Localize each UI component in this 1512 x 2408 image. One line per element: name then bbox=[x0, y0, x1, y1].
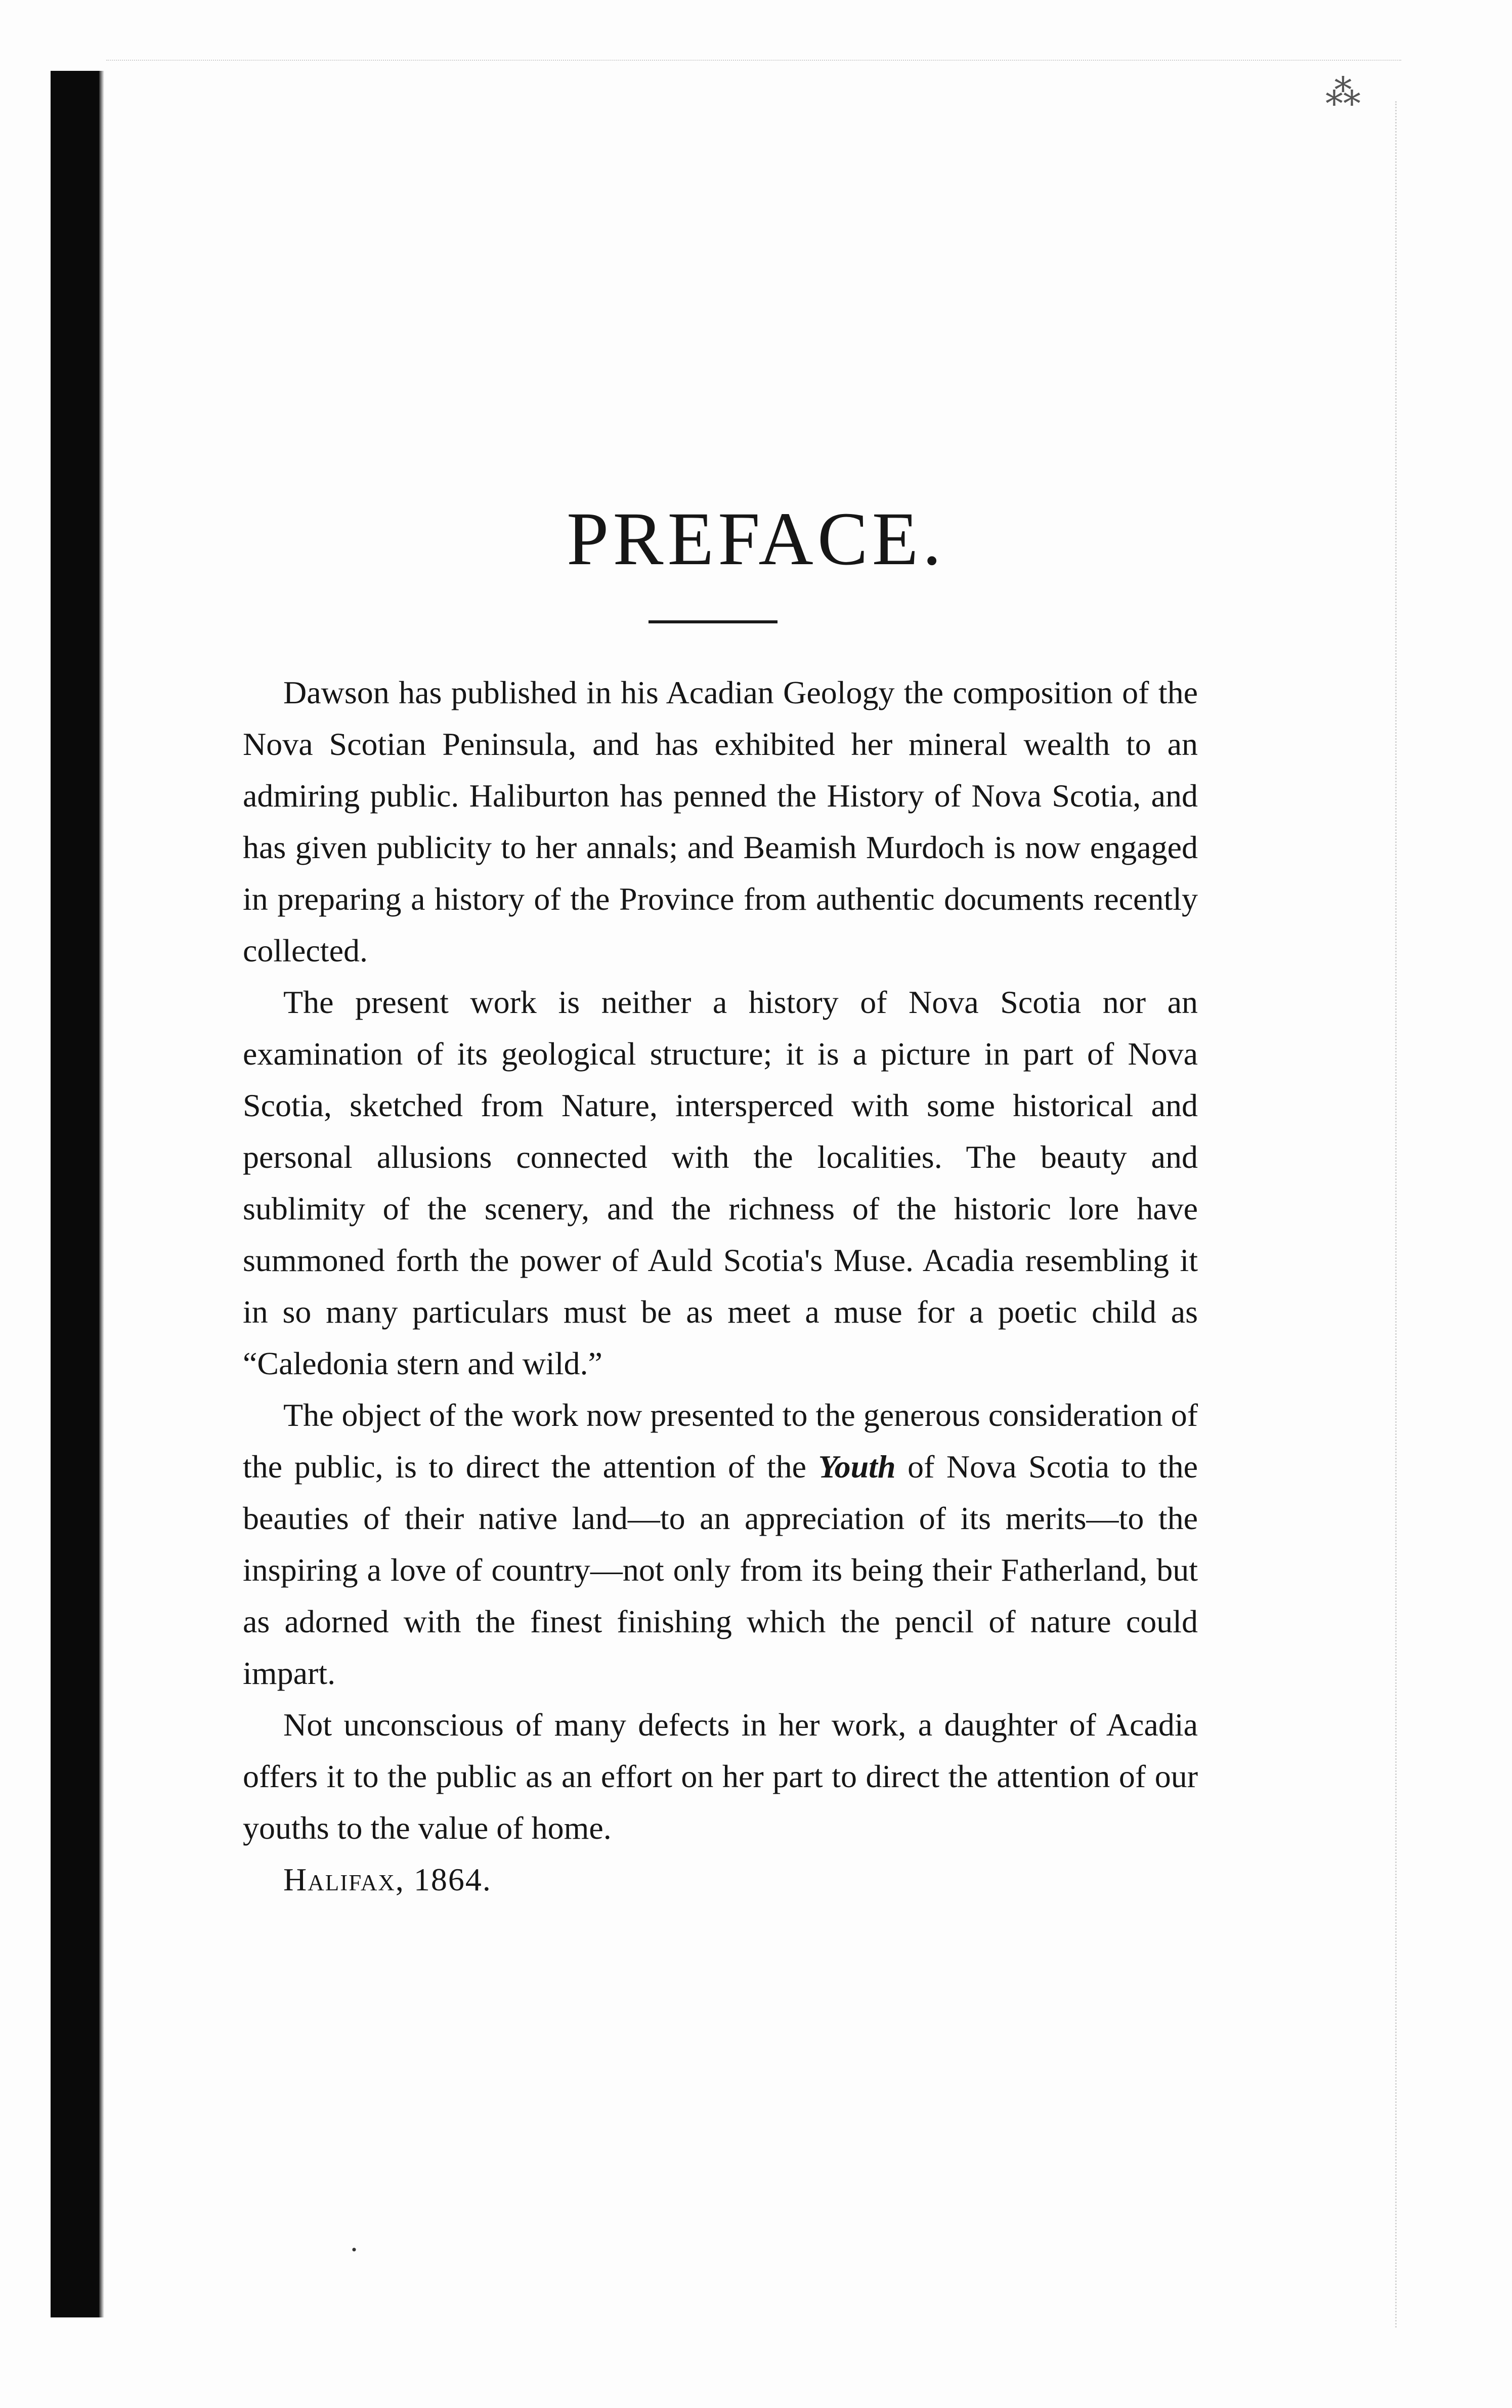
paragraph-1: Dawson has published in his Acadian Geology the composition of the Nova Scotian Peninsula, and has exhibited her mineral wealth to an admiring public. Haliburton has penned the History of Nova Scotia, and has given publicity to her annals; and Beamish Murdoch is now engaged in preparing a history of the Province from authentic documents recently collected. bbox=[243, 674, 1198, 968]
page-title: PREFACE. bbox=[567, 497, 945, 581]
paragraph-3-before: The object of the work now presented to the generous consideration of the public, is to direct the attention of the bbox=[243, 1397, 1198, 1485]
paragraph-4: Not unconscious of many defects in her work, a daughter of Acadia offers it to the public as an effort on her part to direct the attention of our youths to the value of home. bbox=[243, 1707, 1198, 1846]
title-rule bbox=[649, 620, 777, 623]
scan-edge-top bbox=[106, 60, 1401, 62]
preface-body bbox=[243, 667, 1198, 1906]
paragraph-2: The present work is neither a history of Nova Scotia nor an examination of its geological structure; it is a picture in part of Nova Scotia, sketched from Nature, intersperced with some historical and personal allusions connected with the localities. The beauty and sublimity of the scenery, and the richness of the historic lore have summoned forth the power of Auld Scotia's Muse. Acadia resembling it in so many particulars must be as meet a muse for a poetic child as “Caledonia stern and wild.” bbox=[243, 984, 1198, 1381]
paragraph-3 bbox=[243, 1389, 1198, 1699]
scan-edge-right bbox=[1395, 101, 1398, 2328]
footer-speck: · bbox=[349, 2233, 359, 2266]
place-date-signature: Halifax, 1864. bbox=[283, 1862, 492, 1897]
scan-speck-mark: ⁂ bbox=[1325, 74, 1361, 113]
binding-shadow bbox=[99, 71, 104, 2317]
binding-strip bbox=[51, 71, 99, 2317]
paragraph-3-after: of Nova Scotia to the beauties of their native land—to an appreciation of its merits—to the inspiring a love of country—not only from its being their Fatherland, but as adorned with the finest finishing which the pencil of nature could impart. bbox=[243, 1449, 1198, 1691]
paragraph-3-emphasis: Youth bbox=[818, 1449, 896, 1485]
